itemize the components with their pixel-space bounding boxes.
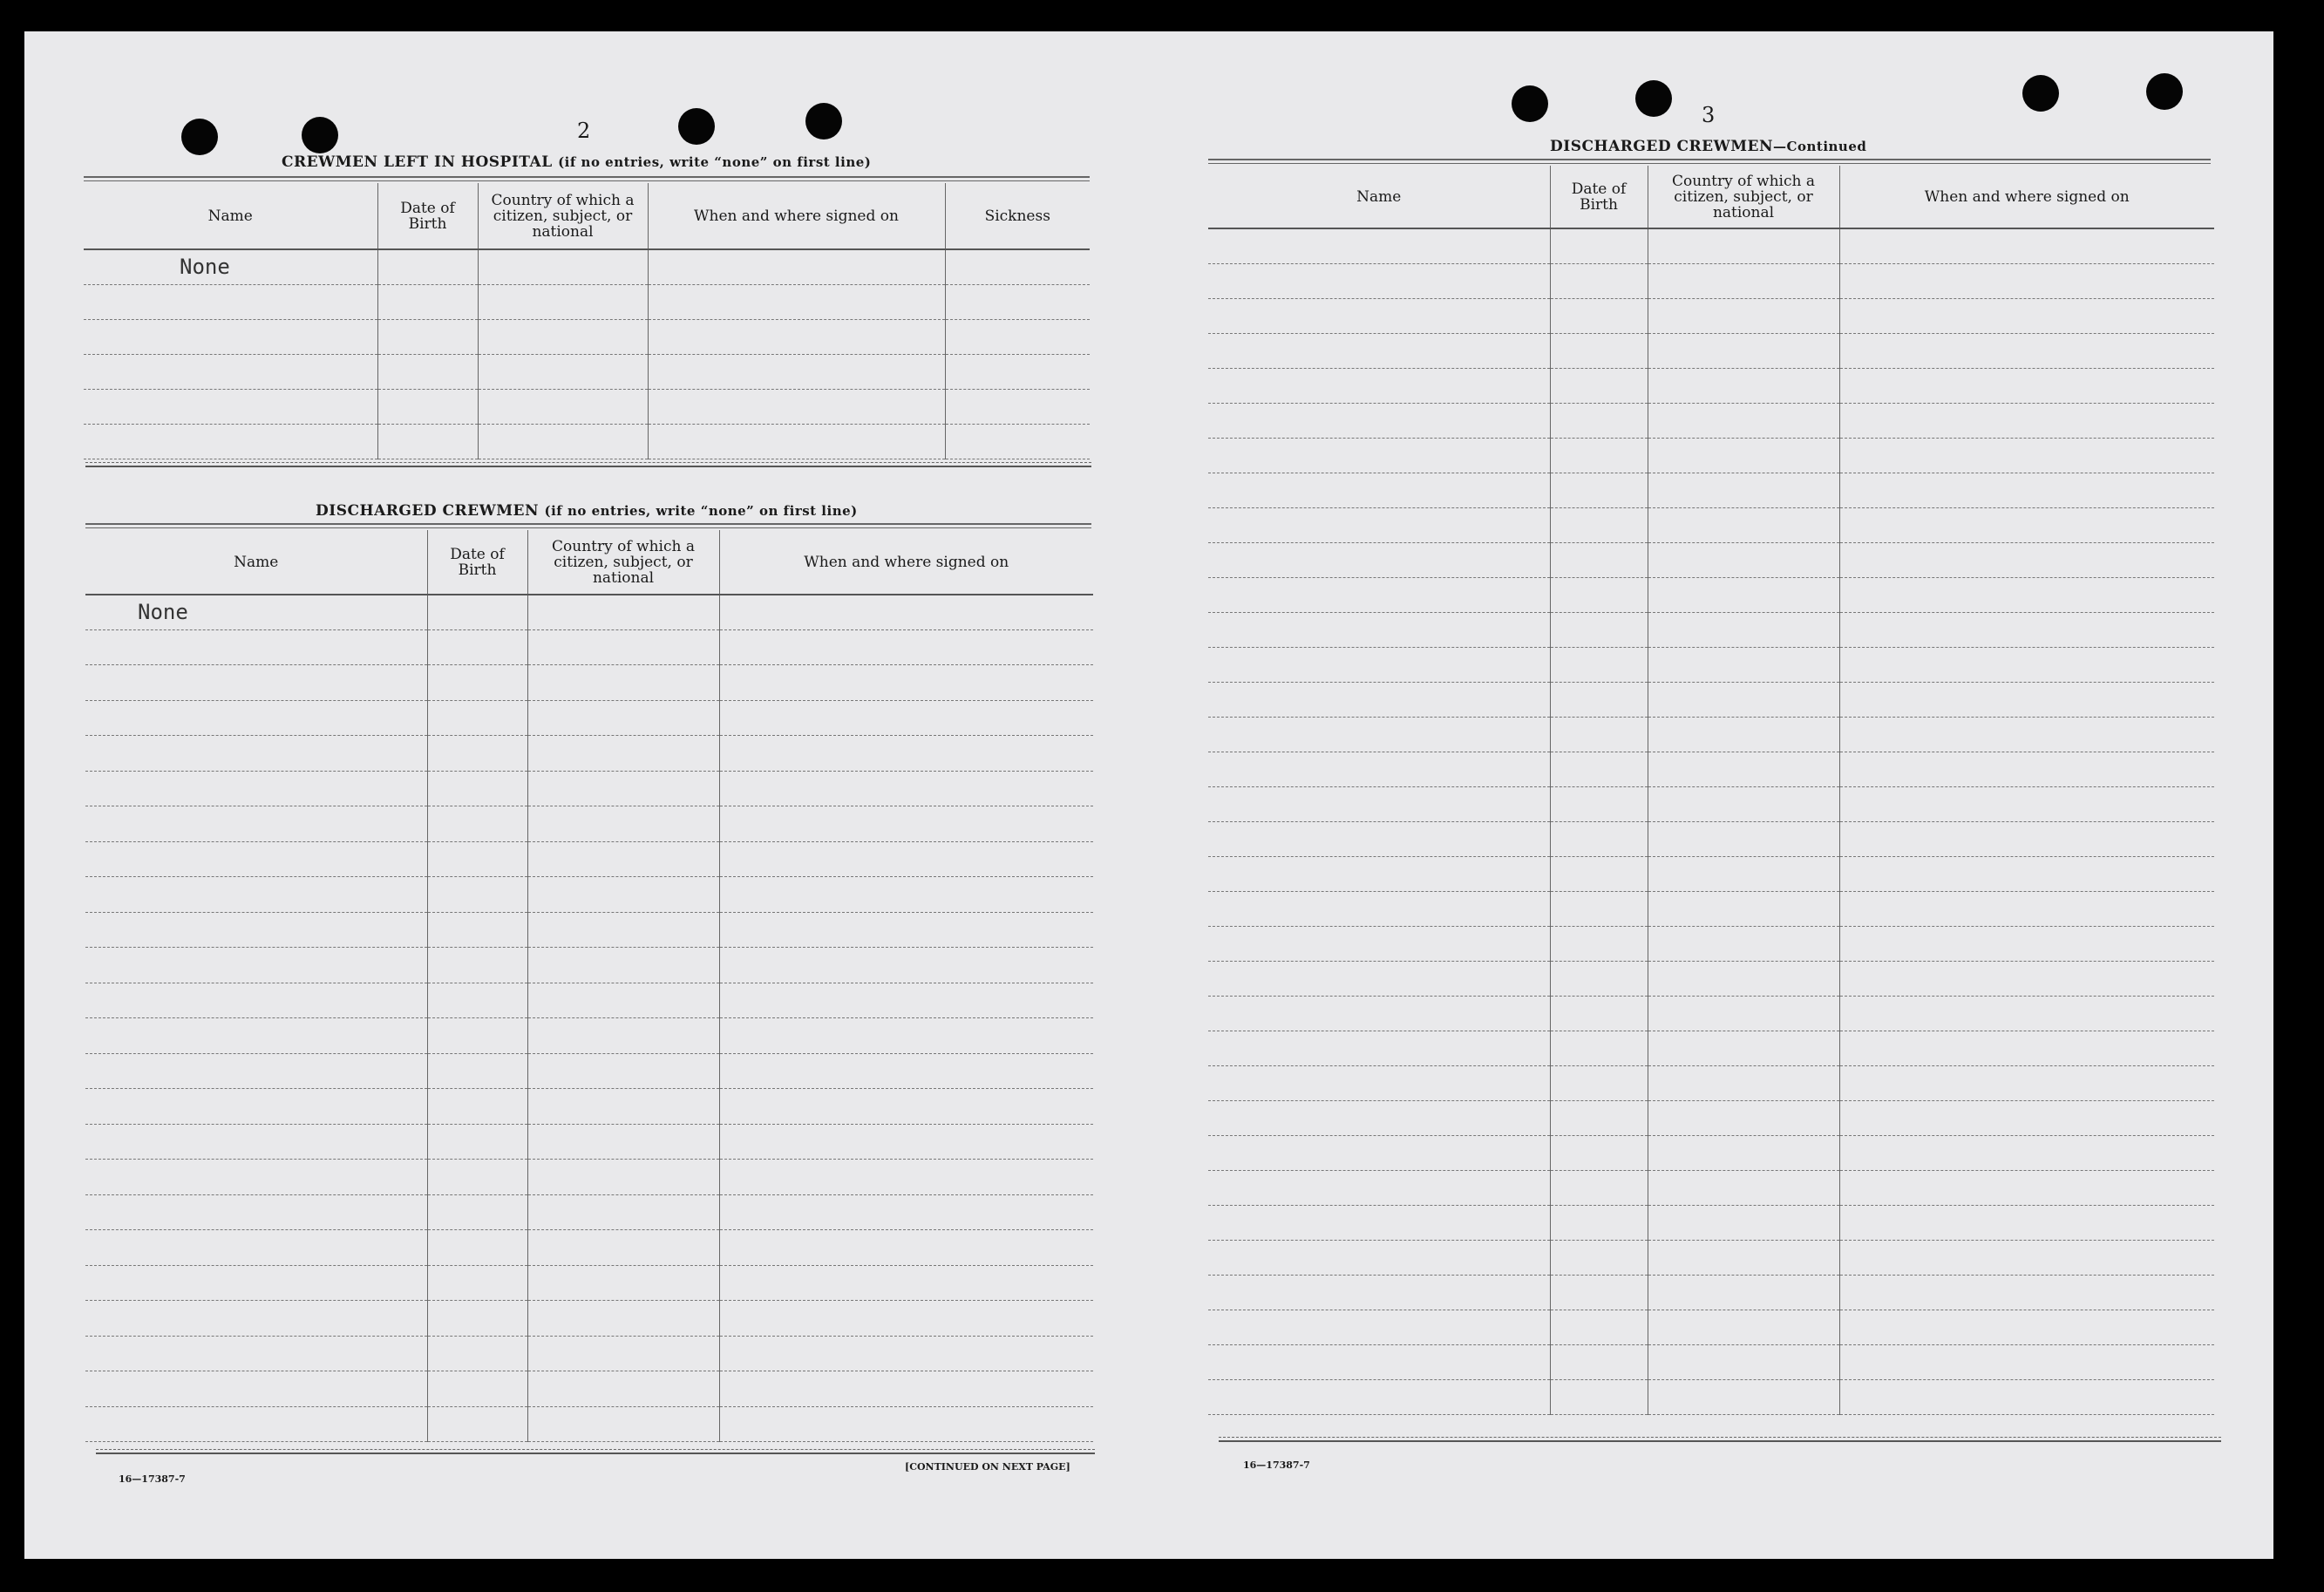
- table-row: [1208, 473, 2214, 507]
- table-row: [85, 912, 1093, 948]
- table-row: [85, 983, 1093, 1018]
- bottom-rule: [96, 1449, 1095, 1454]
- table-row: [85, 948, 1093, 983]
- table-row: [1208, 612, 2214, 647]
- column-header-country: Country of which a citizen, subject, or national: [527, 530, 719, 595]
- section-title-text: CREWMEN LEFT IN HOSPITAL: [282, 153, 553, 171]
- punch-hole: [181, 119, 218, 155]
- column-header-country: Country of which a citizen, subject, or national: [1648, 166, 1839, 228]
- column-header-country: Country of which a citizen, subject, or national: [478, 183, 648, 249]
- punch-hole: [805, 103, 842, 139]
- table-row: [85, 700, 1093, 736]
- column-header-name: Name: [85, 530, 427, 595]
- table-row: [1208, 1135, 2214, 1170]
- continued-note: [CONTINUED ON NEXT PAGE]: [905, 1461, 1070, 1473]
- table-row: [85, 1301, 1093, 1337]
- table-row: [85, 1265, 1093, 1301]
- column-header-date-of-birth: Date of Birth: [1550, 166, 1648, 228]
- hospital-table: [84, 183, 1090, 459]
- table-row: [85, 1089, 1093, 1125]
- table-row: [85, 1160, 1093, 1195]
- form-sheet: [24, 31, 2273, 1559]
- table-row: [1208, 1170, 2214, 1205]
- table-row: [1208, 1100, 2214, 1135]
- table-row: [1208, 1031, 2214, 1065]
- bottom-rule: [85, 462, 1091, 467]
- table-header-row: [84, 183, 1090, 249]
- table-row: [85, 1336, 1093, 1371]
- table-header-row: [1208, 166, 2214, 228]
- table-row: [85, 1018, 1093, 1054]
- section-title-text: DISCHARGED CREWMEN: [1550, 138, 1774, 155]
- table-row: [85, 1371, 1093, 1407]
- table-row: [1208, 891, 2214, 926]
- table-row: [85, 806, 1093, 842]
- table-row: [1208, 333, 2214, 368]
- page-number: 3: [1702, 103, 1716, 127]
- table-header-row: [85, 530, 1093, 595]
- top-rule: [1208, 159, 2211, 164]
- entry-none: None: [85, 595, 427, 629]
- table-row: [85, 877, 1093, 913]
- table-row: [1208, 298, 2214, 333]
- table-row: [1208, 926, 2214, 961]
- bottom-rule: [1219, 1437, 2221, 1442]
- table-row: [85, 1124, 1093, 1160]
- table-row: [1208, 996, 2214, 1031]
- table-row: [1208, 1275, 2214, 1310]
- table-cell: [377, 249, 478, 284]
- punch-hole: [2146, 73, 2183, 110]
- table-row: [1208, 717, 2214, 752]
- table-row: [1208, 647, 2214, 682]
- table-row: [1208, 821, 2214, 856]
- table-row: [84, 249, 1090, 284]
- column-header-signed-on: When and where signed on: [1839, 166, 2214, 228]
- table-row: [85, 1406, 1093, 1442]
- top-rule: [85, 523, 1091, 528]
- table-row: [1208, 1379, 2214, 1414]
- table-row: [84, 424, 1090, 459]
- table-row: [84, 389, 1090, 424]
- table-row: [1208, 507, 2214, 542]
- table-row: [1208, 403, 2214, 438]
- discharged-table-right: [1208, 166, 2214, 1415]
- column-header-sickness: Sickness: [945, 183, 1090, 249]
- table-row: [1208, 368, 2214, 403]
- table-row: [1208, 438, 2214, 473]
- table-row: [1208, 752, 2214, 786]
- discharged-continued-title: [1550, 138, 1866, 155]
- column-header-date-of-birth: Date of Birth: [377, 183, 478, 249]
- column-header-signed-on: When and where signed on: [719, 530, 1093, 595]
- table-row: [84, 354, 1090, 389]
- table-row: [1208, 1205, 2214, 1240]
- form-number: 16—17387-7: [119, 1473, 186, 1485]
- top-rule: [84, 176, 1090, 181]
- section-title-text: DISCHARGED CREWMEN: [316, 502, 540, 520]
- section-title-suffix: —Continued: [1773, 139, 1867, 154]
- table-row: [85, 629, 1093, 665]
- table-cell: [478, 249, 648, 284]
- punch-hole: [678, 108, 715, 145]
- table-row: [85, 1230, 1093, 1266]
- table-row: [84, 319, 1090, 354]
- entry-none: None: [84, 249, 377, 284]
- punch-hole: [1512, 85, 1548, 122]
- column-header-name: Name: [84, 183, 377, 249]
- hospital-section-title: [282, 153, 871, 171]
- table-row: [1208, 786, 2214, 821]
- punch-hole: [1635, 80, 1672, 117]
- table-row: [85, 841, 1093, 877]
- table-row: [1208, 961, 2214, 996]
- table-row: [1208, 577, 2214, 612]
- table-row: [1208, 263, 2214, 298]
- section-instruction: (if no entries, write “none” on first line): [558, 154, 872, 170]
- page-number: 2: [577, 119, 591, 143]
- table-row: [1208, 1065, 2214, 1100]
- table-row: [1208, 682, 2214, 717]
- form-number: 16—17387-7: [1243, 1459, 1310, 1471]
- table-row: [1208, 1310, 2214, 1344]
- table-row: [1208, 1240, 2214, 1275]
- punch-hole: [302, 117, 338, 153]
- discharged-table-left: [85, 530, 1093, 1442]
- table-row: [84, 284, 1090, 319]
- table-cell: [648, 249, 945, 284]
- table-row: [85, 595, 1093, 629]
- table-row: [1208, 856, 2214, 891]
- table-row: [85, 1053, 1093, 1089]
- column-header-name: Name: [1208, 166, 1550, 228]
- table-row: [85, 665, 1093, 701]
- punch-hole: [2022, 75, 2059, 112]
- table-cell: [945, 249, 1090, 284]
- table-row: [85, 1194, 1093, 1230]
- table-row: [1208, 228, 2214, 263]
- discharged-section-title: [316, 502, 858, 520]
- column-header-date-of-birth: Date of Birth: [427, 530, 527, 595]
- table-row: [1208, 542, 2214, 577]
- table-row: [85, 771, 1093, 806]
- table-row: [1208, 1344, 2214, 1379]
- table-row: [85, 736, 1093, 772]
- section-instruction: (if no entries, write “none” on first line): [544, 503, 858, 519]
- column-header-signed-on: When and where signed on: [648, 183, 945, 249]
